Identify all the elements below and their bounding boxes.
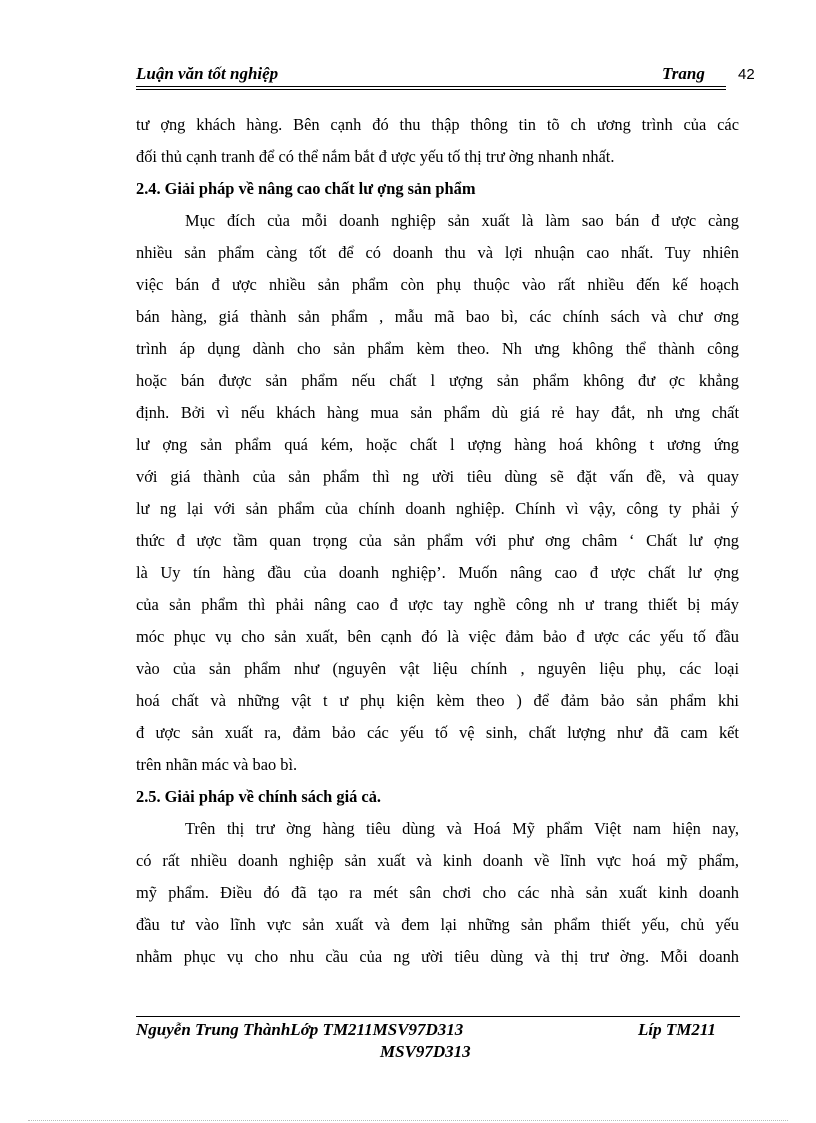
paragraph-line: trình áp dụng dành cho sản phẩm kèm theo. Nh ưng không thể thành công bbox=[136, 339, 739, 358]
header-title: Luận văn tốt nghiệp bbox=[136, 64, 279, 83]
section-heading-2-4: 2.4. Giải pháp về nâng cao chất lư ợng sản phẩm bbox=[136, 179, 476, 198]
header-page-label: Trang bbox=[662, 64, 705, 83]
paragraph-line: Mục đích của mỗi doanh nghiệp sản xuất là làm sao bán đ ược càng bbox=[185, 211, 739, 230]
paragraph-line: bán hàng, giá thành sản phẩm , mẫu mã bao bì, các chính sách và chư ơng bbox=[136, 307, 739, 326]
paragraph-line: nhiều sản phẩm càng tốt để có doanh thu và lợi nhuận cao nhất. Tuy nhiên bbox=[136, 243, 739, 262]
paragraph-line: đầu tư vào lĩnh vực sản xuất và đem lại những sản phẩm thiết yếu, chủ yếu bbox=[136, 915, 739, 934]
paragraph-line: định. Bởi vì nếu khách hàng mua sản phẩm dù giá rẻ hay đắt, nh ưng chất bbox=[136, 403, 739, 422]
header-rule bbox=[136, 86, 726, 87]
section-heading-2-5: 2.5. Giải pháp về chính sách giá cả. bbox=[136, 787, 381, 806]
footer-author: Nguyễn Trung ThànhLớp TM211MSV97D313 bbox=[136, 1020, 464, 1039]
paragraph-line: vào của sản phẩm như (nguyên vật liệu chính , nguyên liệu phụ, các loại bbox=[136, 659, 739, 678]
paragraph-line: tư ợng khách hàng. Bên cạnh đó thu thập thông tin tõ ch ương trình của các bbox=[136, 115, 739, 134]
paragraph-line: trên nhãn mác và bao bì. bbox=[136, 755, 298, 774]
paragraph-line: là Uy tín hàng đầu của doanh nghiệp’. Muốn nâng cao đ ược chất lư ợng bbox=[136, 563, 739, 582]
paragraph-line: nhằm phục vụ cho nhu cầu của ng ười tiêu dùng và thị trư ờng. Mỗi doanh bbox=[136, 947, 739, 966]
paragraph-line: lư ng lại với sản phẩm của chính doanh nghiệp. Chính vì vậy, công ty phải ý bbox=[136, 499, 739, 518]
paragraph-line: hoá chất và những vật t ư phụ kiện kèm theo ) để đảm bảo sản phẩm khi bbox=[136, 691, 739, 710]
paragraph-line: có rất nhiều doanh nghiệp sản xuất và kinh doanh về lĩnh vực hoá mỹ phẩm, bbox=[136, 851, 739, 870]
header-rule-double bbox=[136, 89, 726, 90]
footer-class: Líp TM211 bbox=[638, 1020, 716, 1039]
paragraph-line: móc phục vụ cho sản xuất, bên cạnh đó là việc đảm bảo đ ược các yếu tố đầu bbox=[136, 627, 739, 646]
footer-rule bbox=[136, 1016, 740, 1017]
paragraph-line: hoặc bán được sản phẩm nếu chất l ượng sản phẩm không đư ợc khẳng bbox=[136, 371, 739, 390]
paragraph-line: của sản phẩm thì phải nâng cao đ ược tay nghề công nh ư trang thiết bị máy bbox=[136, 595, 739, 614]
page-number: 42 bbox=[738, 66, 755, 83]
paragraph-line: mỹ phẩm. Điều đó đã tạo ra mét sân chơi cho các nhà sản xuất kinh doanh bbox=[136, 883, 739, 902]
paragraph-line: với giá thành của sản phẩm thì ng ười tiêu dùng sẽ đặt vấn đề, và quay bbox=[136, 467, 739, 486]
paragraph-line: đối thủ cạnh tranh để có thể nắm bắt đ ược yếu tố thị trư ờng nhanh nhất. bbox=[136, 147, 615, 166]
paragraph-line: việc bán đ ược nhiều sản phẩm còn phụ thuộc vào rất nhiều đến kế hoạch bbox=[136, 275, 739, 294]
paragraph-line: đ ược sản xuất ra, đảm bảo các yếu tố vệ sinh, chất lượng như đã cam kết bbox=[136, 723, 739, 742]
page-boundary bbox=[28, 1120, 788, 1121]
paragraph-line: thức đ ược tầm quan trọng của sản phẩm với phư ơng châm ‘ Chất lư ợng bbox=[136, 531, 739, 550]
paragraph-line: Trên thị trư ờng hàng tiêu dùng và Hoá Mỹ phẩm Việt nam hiện nay, bbox=[185, 819, 739, 838]
footer-student-id: MSV97D313 bbox=[380, 1042, 471, 1061]
paragraph-line: lư ợng sản phẩm quá kém, hoặc chất l ượng hàng hoá không t ương ứng bbox=[136, 435, 739, 454]
